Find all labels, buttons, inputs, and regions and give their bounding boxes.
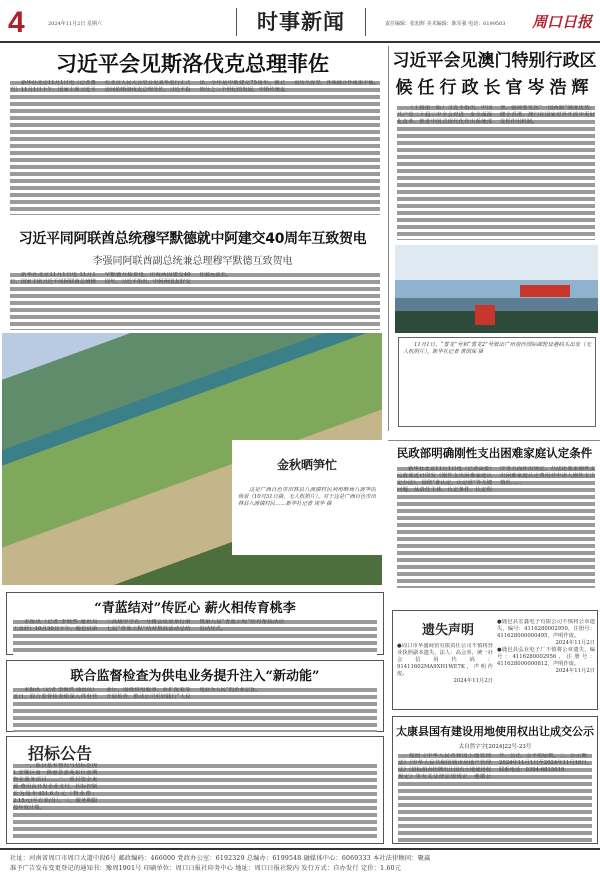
- footer-line1: 社址：河南省周口市周口大道中段6号 邮政编码：466000 党政办公室：6192329 总编办：6199548 融媒体中心：6069333 本社法律顾问：聚赢: [10, 855, 431, 862]
- news-box: [6, 660, 384, 732]
- article-body: 一、项目基本情况与招标范围 1.安顺区南一路丽景嘉苑东区前期物业服务项目……二、项目资金来源 费用由开发企业支付，招标控制价为每年451.6万元（物业费：2.15元/平方米/月）。三、服务期限 按年度计算。: [13, 763, 377, 839]
- article-body: 本报讯（记者 李焕然 通讯员）近日，联合监督检查组深入供电营业厅，围绕供电服务、业扩报装等开展检查，推动公司更好践行“人民电业为人民”的企业宗旨。: [13, 687, 377, 732]
- caption-box: [232, 440, 382, 555]
- editor-credits: 责任编辑：张旭辉 美术编辑：陈军强 电话：6199503: [385, 21, 506, 27]
- tender-notice: [6, 736, 384, 844]
- banner: [475, 305, 495, 325]
- notice-item: ●周口市华盛商贸有限责任公司不慎将营业执照副本遗失，法人：高会喜，统一社会信用代码：91411602MA9XH1WE7K，声明作废。: [397, 643, 493, 677]
- headline-uae: 习近平同阿联酋总统穆罕默德就中阿建交40周年互致贺电: [18, 231, 367, 247]
- column-divider: [388, 46, 389, 431]
- news-box: [6, 592, 384, 655]
- subheadline-uae: 李强同阿联酋副总统兼总理穆罕默德互致贺电: [92, 256, 293, 267]
- article-body: 按照《中华人民共和国土地管理法》《中华人民共和国城市房地产管理法》《招标拍卖挂牌出让国有土地使用权规定》等有关法律法规规定，遵循公开、公正、公平的原则。二、公示期：2024年11月1日至2024年11月10日。联系电话：0394-6815019: [398, 753, 592, 843]
- notice-item: ●鹿邑县弘业电子厂不慎将公章遗失，编号：4116280002956，注册号：411628000000812，声明作废。: [497, 647, 595, 667]
- footer-line2: 准予广告发布变更登记的通知书：豫周1901号 印刷单位：周口日报社印务中心 地址：周口日报社院内 发行方式：自办发行 定价：1.60元: [10, 865, 402, 872]
- notice-ref: 太自然字字[2024]22号-23号: [458, 744, 532, 750]
- land-notice: [392, 716, 598, 844]
- notice-date: 2024年11月2日: [555, 668, 595, 674]
- headline-land: 太康县国有建设用地使用权出让成交公示: [396, 725, 594, 738]
- header-rule: [0, 41, 600, 43]
- divider: [388, 440, 600, 441]
- article-body: 本报讯（记者 李焕然 通讯员 王彦妤）10月30日下午，鹿邑县第三高级中学在一号楼会议室举行第七届“青蓝工程”结对帮扶活动总结暨第八届“青蓝工程”结对帮扶活动启动仪式。: [13, 619, 377, 655]
- page-number: 4: [8, 6, 25, 39]
- headline-macao-line2: 候任行政长官岑浩辉: [395, 78, 594, 98]
- photo-xuelong-ships: [395, 245, 598, 333]
- headline-qinglan: “青蓝结对”传匠心 薪火相传育桃李: [94, 601, 296, 616]
- headline-xi-fico: 习近平会见斯洛伐克总理菲佐: [56, 52, 329, 76]
- notice-date: 2024年11月2日: [453, 678, 493, 684]
- photo-caption: 这是广西百色市田林县八渡镇村民利用晒场八渡笋的场景（10月31日摄，无人机照片）。对于这是广西百色市田林县八渡镇村民……新华社记者 周华 摄: [238, 487, 376, 507]
- ship-hull: [520, 285, 570, 297]
- section-title: 时事新闻: [236, 8, 366, 36]
- newspaper-logo: 周口日报: [532, 13, 593, 31]
- headline-civil-affairs: 民政部明确刚性支出困难家庭认定条件: [396, 446, 593, 460]
- lost-notice: [392, 610, 598, 710]
- headline-lost: 遗失声明: [421, 623, 474, 638]
- notice-date: 2024年11月2日: [555, 640, 595, 646]
- headline-macao-line1: 习近平会见澳门特别行政区: [392, 51, 597, 71]
- issue-date: 2024年11月2日 星期六: [48, 21, 102, 27]
- footer: [0, 848, 600, 874]
- article-body: 新华社北京11月1日电 11月1日，国家主席习近平同阿联酋总统穆罕默德互致贺电，庆祝两国建交40周年。习近平指出，中阿两国友好交往源远流长。: [10, 272, 380, 330]
- article-body: 新华社北京11月1日电（记者董雪）11月1日下午，国家主席习近平在北京人民大会堂会见来华进行正式访问的斯洛伐克总理菲佐。习近平指出，今年是中斯建交75周年。被过四分之三个世纪的发展，中斯传统友谊历久弥坚，各领域合作成果丰硕。: [10, 80, 380, 215]
- photo-title: 金秋晒笋忙: [276, 458, 337, 472]
- notice-item: ●鹿邑县宏鑫电子有限公司不慎将公章遗失，编号：4116280002950，注册号：411628000000495，声明作废。: [497, 619, 595, 639]
- notice-col1: [397, 643, 493, 707]
- headline-supervision: 联合监督检查为供电业务提升注入“新动能”: [70, 669, 320, 684]
- photo-caption: 11月1日，“雪龙”号和“雪龙2”号驶出广州南沙国际邮轮母港码头出发（无人机照片）。新华社记者 黄国保 摄: [398, 337, 596, 427]
- article-body: 新华社北京11月1日电（记者高蕾）民政部近日印发《刚性支出困难家庭认定办法》，围绕“谁认定、认定谁”等关键问题，从责任主体、认定条件、认定程序等方面作出规定。办法还要求刚性支出困难家庭认定费用对申请人刚性支出情况……: [397, 466, 595, 588]
- headline-tender: 招标公告: [27, 744, 92, 763]
- article-body: （上接第一版）习近平指出，中国共产党二十届三中全会对进一步全面深化改革、推进中国式现代化作出系统部署，强调要发挥“一国两制”制度优势，健全香港、澳门在国家对外开放中更好发挥作用机制。: [397, 105, 595, 240]
- notice-col2: [497, 619, 595, 707]
